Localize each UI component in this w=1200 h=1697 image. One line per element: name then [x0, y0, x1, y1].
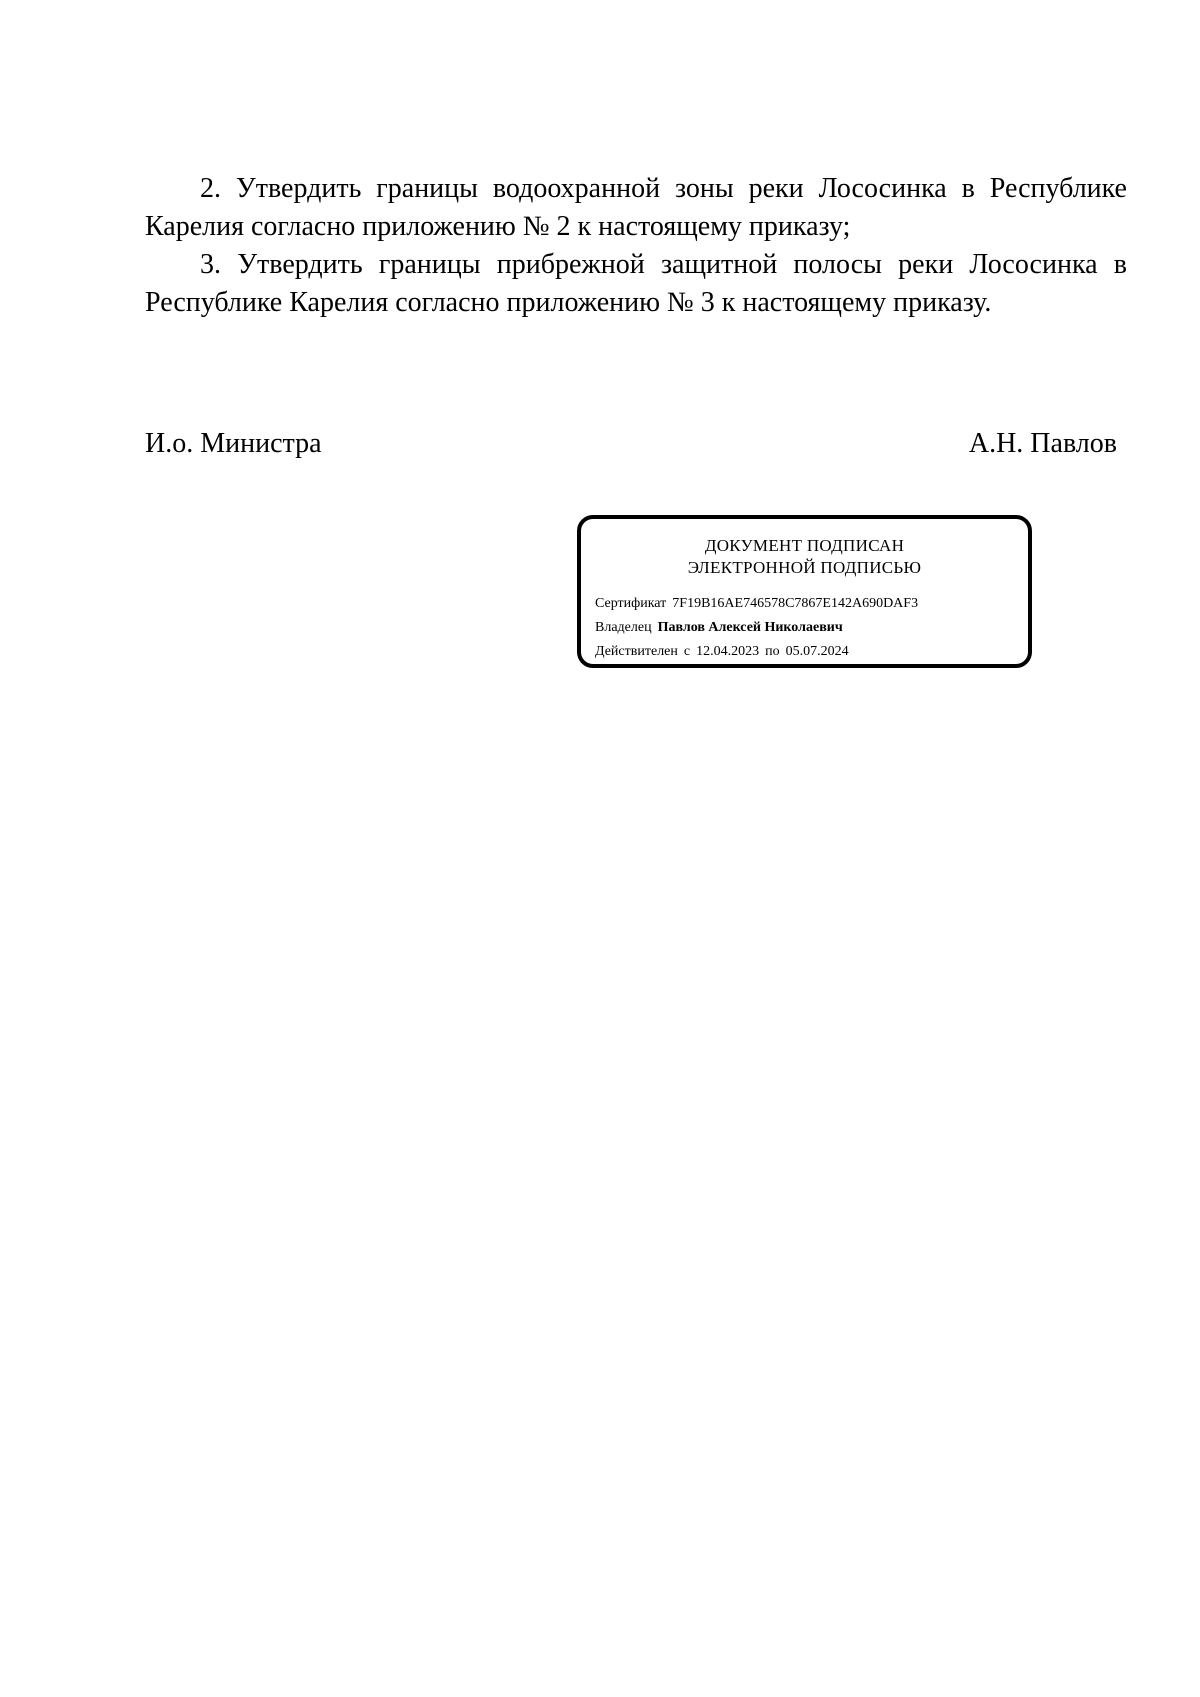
owner-line: [595, 616, 1018, 640]
stamp-title: [581, 535, 1028, 579]
electronic-signature-stamp: [577, 515, 1032, 668]
signer-position: И.о. Министра: [145, 428, 322, 459]
certificate-label: Сертификат: [595, 596, 667, 611]
validity-line: [595, 640, 1018, 664]
valid-to-date: 05.07.2024: [785, 644, 849, 659]
owner-label: Владелец: [595, 620, 652, 635]
signer-name: А.Н. Павлов: [968, 428, 1117, 459]
paragraph-item-3: 3. Утвердить границы прибрежной защитной полосы реки Лососинка в Республике Карелия согласно приложению № 3 к настоящему приказу.: [145, 249, 1127, 318]
document-body: [145, 170, 1127, 322]
valid-to-label: по: [765, 644, 780, 659]
paragraph-item-2: 2. Утвердить границы водоохранной зоны реки Лососинка в Республике Карелия согласно приложению № 2 к настоящему приказу;: [145, 173, 1127, 242]
valid-from-label: с: [683, 644, 691, 659]
stamp-title-line-2: ЭЛЕКТРОННОЙ ПОДПИСЬЮ: [687, 558, 922, 577]
valid-from-date: 12.04.2023: [696, 644, 760, 659]
certificate-line: [595, 592, 1018, 616]
stamp-title-line-1: ДОКУМЕНТ ПОДПИСАН: [704, 536, 905, 555]
valid-label: Действителен: [595, 644, 678, 659]
stamp-details: [595, 592, 1018, 664]
owner-value: Павлов Алексей Николаевич: [657, 620, 843, 635]
certificate-value: 7F19B16AE746578C7867E142A690DAF3: [672, 596, 919, 611]
